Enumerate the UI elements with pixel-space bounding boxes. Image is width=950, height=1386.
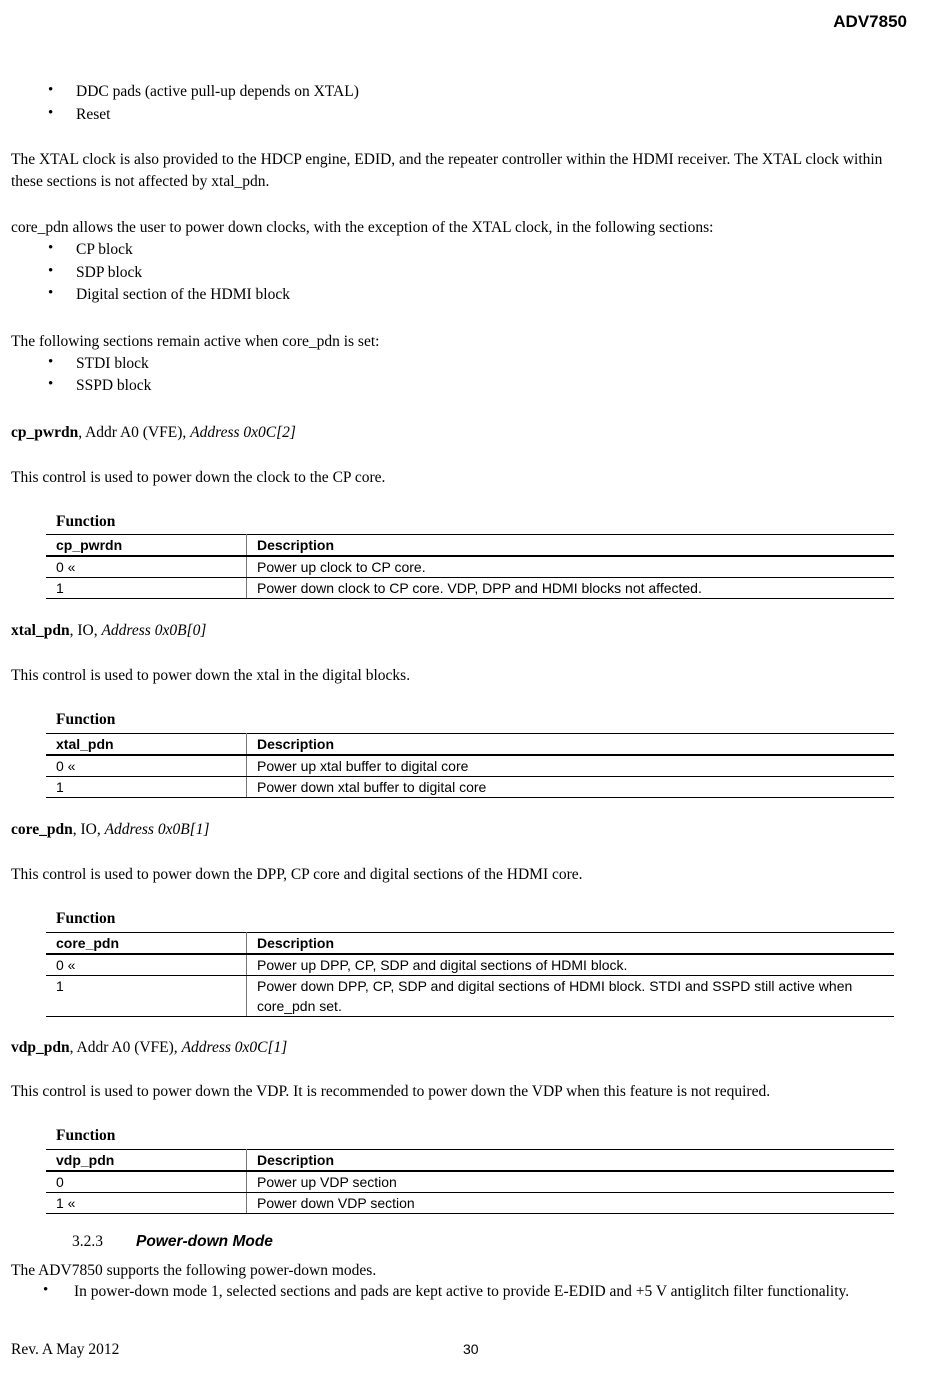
- paragraph-xtal-clock: The XTAL clock is also provided to the HDCP engine, EDID, and the repeater controller within the HDMI receiver. The XTAL clock within these sections is not affected by xtal_pdn.: [11, 151, 883, 190]
- function-label: Function: [56, 1127, 116, 1144]
- table-header-row: [46, 933, 894, 955]
- column-header: Description: [247, 933, 895, 955]
- register-title-cp-pwrdn: cp_pwrdn, Addr A0 (VFE), Address 0x0C[2]: [11, 424, 296, 441]
- footer-revision: Rev. A May 2012: [11, 1341, 120, 1358]
- table-cell: 1: [46, 777, 247, 798]
- table-header-row: [46, 1150, 894, 1172]
- table-cell: 1: [46, 578, 247, 599]
- column-header: core_pdn: [46, 933, 247, 955]
- table-cell: Power up VDP section: [247, 1171, 895, 1193]
- list-item-text: DDC pads (active pull-up depends on XTAL): [76, 83, 359, 100]
- page-number: 30: [463, 1341, 479, 1357]
- list-item-text: Digital section of the HDMI block: [76, 286, 290, 303]
- table-cell: Power up xtal buffer to digital core: [247, 755, 895, 777]
- bullet-icon: •: [48, 354, 54, 370]
- column-header: Description: [247, 734, 895, 756]
- function-table-cp-pwrdn: [46, 534, 894, 599]
- register-description: This control is used to power down the DPP, CP core and digital sections of the HDMI core.: [11, 866, 583, 883]
- table-row: [46, 1171, 894, 1193]
- function-label: Function: [56, 513, 116, 530]
- bullet-icon: •: [48, 105, 54, 121]
- bullet-icon: •: [48, 82, 54, 98]
- table-row: [46, 954, 894, 976]
- list-item-text: SSPD block: [76, 377, 152, 394]
- table-row: [46, 755, 894, 777]
- table-cell: Power up clock to CP core.: [247, 556, 895, 578]
- function-table-vdp-pdn: [46, 1149, 894, 1214]
- bullet-icon: •: [43, 1282, 49, 1298]
- paragraph-core-pdn: core_pdn allows the user to power down clocks, with the exception of the XTAL clock, in the following sections:: [11, 219, 714, 236]
- register-description: This control is used to power down the VDP. It is recommended to power down the VDP when this feature is not required.: [11, 1083, 771, 1100]
- bullet-icon: •: [48, 285, 54, 301]
- table-cell: 0: [46, 1171, 247, 1193]
- table-row: [46, 556, 894, 578]
- table-cell: 0 «: [46, 954, 247, 976]
- table-cell: Power down xtal buffer to digital core: [247, 777, 895, 798]
- document-header-title: ADV7850: [833, 12, 907, 31]
- column-header: xtal_pdn: [46, 734, 247, 756]
- table-row: [46, 777, 894, 798]
- table-cell: 1: [46, 976, 247, 1017]
- section-title: Power-down Mode: [136, 1233, 273, 1250]
- column-header: Description: [247, 1150, 895, 1172]
- list-item-text: CP block: [76, 241, 133, 258]
- register-title-xtal-pdn: xtal_pdn, IO, Address 0x0B[0]: [11, 622, 207, 639]
- register-title-vdp-pdn: vdp_pdn, Addr A0 (VFE), Address 0x0C[1]: [11, 1039, 288, 1056]
- table-cell: Power down VDP section: [247, 1193, 895, 1214]
- column-header: Description: [247, 535, 895, 557]
- table-row: [46, 578, 894, 599]
- paragraph-active-sections: The following sections remain active when core_pdn is set:: [11, 333, 380, 350]
- bullet-icon: •: [48, 376, 54, 392]
- table-row: [46, 976, 894, 1017]
- list-item-text: In power-down mode 1, selected sections and pads are kept active to provide E-EDID and +5 V antiglitch filter functionality.: [74, 1283, 850, 1300]
- table-cell: 0 «: [46, 556, 247, 578]
- list-item-text: STDI block: [76, 355, 149, 372]
- function-label: Function: [56, 711, 116, 728]
- column-header: vdp_pdn: [46, 1150, 247, 1172]
- function-table-core-pdn: [46, 932, 894, 1017]
- function-label: Function: [56, 910, 116, 927]
- function-table-xtal-pdn: [46, 733, 894, 798]
- table-cell: 1 «: [46, 1193, 247, 1214]
- bullet-icon: •: [48, 263, 54, 279]
- table-cell: Power up DPP, CP, SDP and digital sections of HDMI block.: [247, 954, 895, 976]
- table-header-row: [46, 535, 894, 557]
- bullet-icon: •: [48, 240, 54, 256]
- register-title-core-pdn: core_pdn, IO, Address 0x0B[1]: [11, 821, 210, 838]
- register-description: This control is used to power down the clock to the CP core.: [11, 469, 386, 486]
- paragraph-power-down-modes: The ADV7850 supports the following power-down modes.: [11, 1262, 377, 1279]
- section-number: 3.2.3: [72, 1233, 103, 1250]
- list-item-text: SDP block: [76, 264, 143, 281]
- column-header: cp_pwrdn: [46, 535, 247, 557]
- table-row: [46, 1193, 894, 1214]
- list-item-text: Reset: [76, 106, 111, 123]
- table-cell: Power down DPP, CP, SDP and digital sections of HDMI block. STDI and SSPD still active when core_pdn set.: [247, 976, 895, 1017]
- table-cell: 0 «: [46, 755, 247, 777]
- table-cell: Power down clock to CP core. VDP, DPP and HDMI blocks not affected.: [247, 578, 895, 599]
- register-description: This control is used to power down the xtal in the digital blocks.: [11, 667, 411, 684]
- table-header-row: [46, 734, 894, 756]
